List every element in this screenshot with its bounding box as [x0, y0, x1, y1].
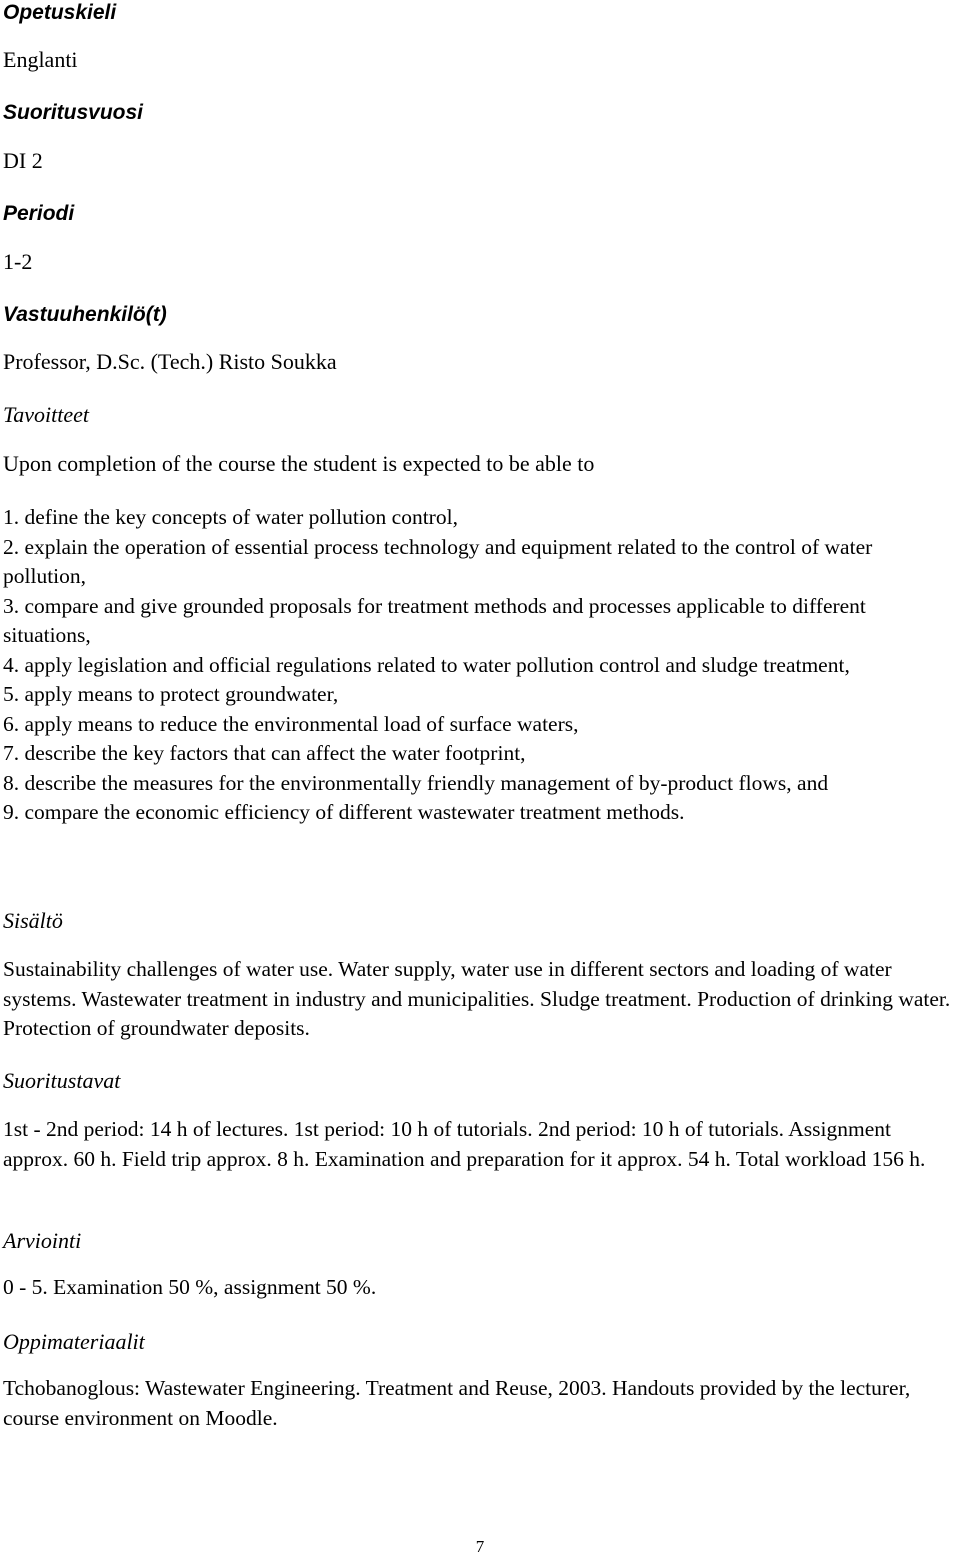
objective-item: 1. define the key concepts of water pollution control, [3, 505, 458, 529]
objective-item: 2. explain the operation of essential process technology and equipment related to the control of water pollution, [3, 534, 873, 588]
objective-item: 7. describe the key factors that can affect the water footprint, [3, 741, 526, 765]
period-heading: Periodi [3, 202, 75, 225]
year-value: DI 2 [3, 148, 43, 173]
objective-item: 4. apply legislation and official regulations related to water pollution control and sludge treatment, [3, 652, 850, 677]
methods-text: 1st - 2nd period: 14 h of lectures. 1st period: 10 h of tutorials. 2nd period: 10 h of tutorials. Assignment approx. 60 h. Field trip approx. 8 h. Examination and preparation for it approx. 54 h. Total workload 156 h. [3, 1117, 926, 1171]
objectives-list [3, 503, 957, 828]
assessment-text: 0 - 5. Examination 50 %, assignment 50 %. [3, 1275, 377, 1299]
page-number: 7 [475, 1537, 485, 1556]
responsible-heading: Vastuuhenkilö(t) [3, 303, 167, 326]
materials-text: Tchobanoglous: Wastewater Engineering. Treatment and Reuse, 2003. Handouts provided by the lecturer, course environment on Moodle. [3, 1376, 911, 1430]
year-heading: Suoritusvuosi [3, 101, 144, 124]
language-value: Englanti [3, 47, 78, 72]
materials-heading: Oppimateriaalit [3, 1329, 145, 1354]
objective-item: 5. apply means to protect groundwater, [3, 682, 339, 706]
objective-item: 6. apply means to reduce the environmental load of surface waters, [3, 711, 579, 736]
period-value: 1-2 [3, 249, 33, 274]
language-heading: Opetuskieli [3, 1, 117, 24]
objective-item: 3. compare and give grounded proposals for treatment methods and processes applicable to different situations, [3, 593, 866, 647]
content-heading: Sisältö [3, 908, 63, 933]
methods-heading: Suoritustavat [3, 1068, 121, 1093]
objective-item: 8. describe the measures for the environmentally friendly management of by-product flows, and [3, 770, 829, 795]
responsible-value: Professor, D.Sc. (Tech.) Risto Soukka [3, 349, 337, 374]
objectives-intro: Upon completion of the course the student is expected to be able to [3, 451, 595, 476]
assessment-heading: Arviointi [3, 1228, 82, 1253]
objective-item: 9. compare the economic efficiency of different wastewater treatment methods. [3, 800, 685, 824]
content-text: Sustainability challenges of water use. Water supply, water use in different sectors and loading of water systems. Wastewater treatment in industry and municipalities. Sludge treatment. Production of drinking water. Protection of groundwater deposits. [3, 957, 951, 1040]
objectives-heading: Tavoitteet [3, 402, 89, 427]
